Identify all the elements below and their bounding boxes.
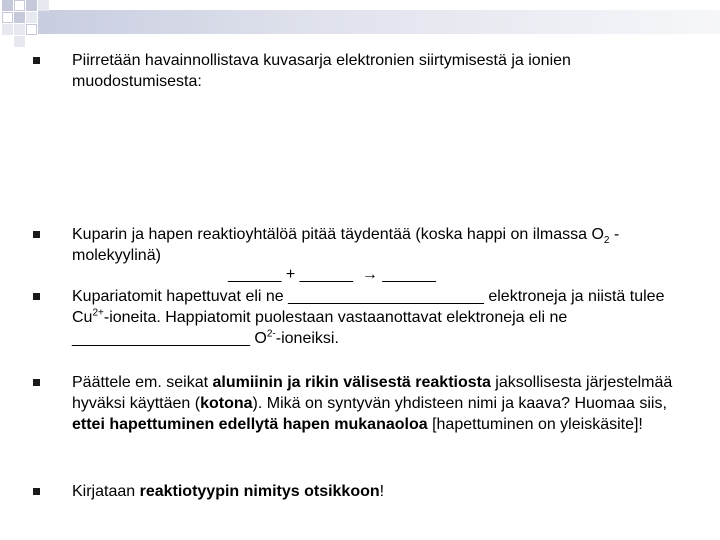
decor-square: [2, 24, 13, 35]
bullet-text-3: [72, 286, 692, 349]
bullet-text-1: [72, 50, 692, 92]
bold-phrase-4: reaktiotyypin nimitys otsikkoon: [139, 483, 380, 500]
bullet-1-text: Piirretään havainnollistava kuvasarja elektronien siirtymisestä ja ionien muodostumisesta:: [72, 52, 571, 90]
bullet-2-part1: Kuparin ja hapen reaktioyhtälöä pitää täydentää (koska happi on ilmassa O: [72, 226, 604, 243]
decor-square: [14, 24, 25, 35]
decor-square: [2, 0, 13, 11]
equation-blank-3: ______: [382, 266, 436, 283]
arrow-icon: →: [361, 266, 378, 283]
bold-phrase-1: alumiinin ja rikin välisestä reaktiosta: [212, 374, 491, 391]
bullet-3-t4: O: [249, 330, 267, 347]
fill-blank-2: ____________________: [72, 330, 250, 347]
bullet-text-2: [72, 224, 692, 266]
square-bullet-icon: [33, 57, 40, 64]
decor-square: [14, 36, 25, 47]
bullet-4-t4: [hapettuminen on yleiskäsite]!: [427, 416, 643, 433]
decor-square: [14, 0, 25, 11]
bold-phrase-2: kotona: [200, 395, 253, 412]
bullet-4-t1: Päättele em. seikat: [72, 374, 213, 391]
bold-phrase-3: ettei hapettuminen edellytä hapen mukanaoloa: [72, 416, 428, 433]
superscript-charge-2: 2-: [266, 328, 276, 340]
fill-blank-1: ______________________: [288, 288, 484, 305]
equation-plus: +: [285, 266, 296, 283]
reaction-equation: [228, 264, 436, 285]
bullet-3-t1: Kupariatomit hapettuvat eli ne: [72, 288, 289, 305]
bullet-3-t2: elektroneja ja niistä tulee Cu: [72, 288, 665, 326]
square-bullet-icon: [33, 231, 40, 238]
bullet-text-4: [72, 372, 692, 435]
decor-square: [14, 12, 25, 23]
bullet-4-t3: ). Mikä on syntyvän yhdisteen nimi ja kaava? Huomaa siis,: [252, 395, 667, 412]
decor-square: [26, 24, 37, 35]
bullet-3-t5: -ioneiksi.: [275, 330, 339, 347]
square-bullet-icon: [33, 379, 40, 386]
bullet-5-t2: !: [379, 483, 385, 500]
bullet-4-t2: jaksollisesta järjestelmää hyväksi käyttäen (: [72, 374, 673, 412]
header-gradient-bar: [38, 10, 720, 34]
subscript-2: 2: [603, 235, 610, 247]
equation-blank-2: ______: [299, 266, 354, 283]
square-bullet-icon: [33, 488, 40, 495]
bullet-5-t1: Kirjataan: [72, 483, 140, 500]
equation-blank-1: ______: [228, 266, 282, 283]
decor-square: [26, 0, 37, 11]
bullet-text-5: [72, 481, 692, 502]
bullet-3-t3: -ioneita. Happiatomit puolestaan vastaanottavat elektroneja eli ne: [103, 309, 568, 326]
bullet-2-part2: -molekyylinä): [72, 226, 620, 264]
decor-square: [2, 12, 13, 23]
decor-square: [38, 0, 49, 11]
square-bullet-icon: [33, 293, 40, 300]
header-decoration: [0, 0, 720, 50]
superscript-charge-1: 2+: [92, 307, 104, 319]
decor-square: [26, 12, 37, 23]
